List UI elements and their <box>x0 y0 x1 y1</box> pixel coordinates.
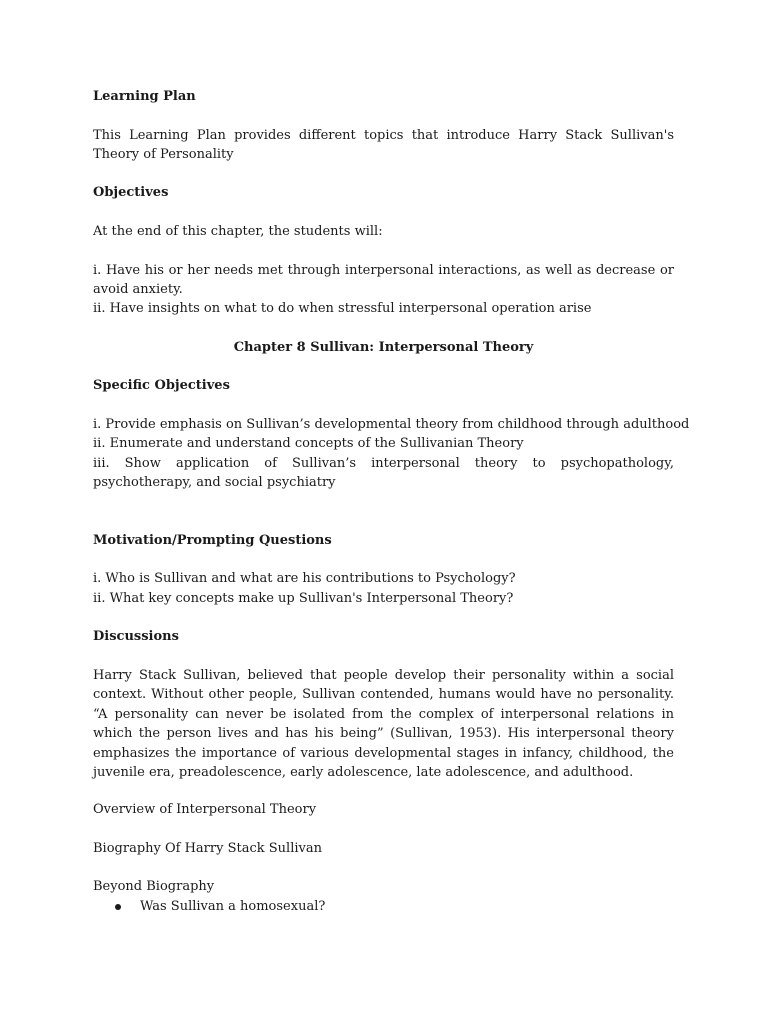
biography-line: Biography Of Harry Stack Sullivan <box>93 841 322 856</box>
question-item-2: ii. What key concepts make up Sullivan's Interpersonal Theory? <box>93 591 514 606</box>
beyond-biography-line: Beyond Biography <box>93 879 215 894</box>
heading-learning-plan: Learning Plan <box>93 89 196 104</box>
heading-specific-objectives: Specific Objectives <box>93 378 230 393</box>
question-item-1: i. Who is Sullivan and what are his contributions to Psychology? <box>93 571 516 586</box>
discussion-paragraph: Harry Stack Sullivan, believed that people develop their personality within a social context. Without other people, Sullivan contended, humans would have no personality. “A personality can never be isolated from the complex of interpersonal relations in which the person lives and has his being” (Sullivan, 1953). His interpersonal theory emphasizes the importance of various developmental stages in infancy, childhood, the juvenile era, preadolescence, early adolescence, late adolescence, and adulthood. <box>93 668 674 781</box>
intro-paragraph: This Learning Plan provides different topics that introduce Harry Stack Sullivan's Theory of Personality <box>93 128 674 163</box>
heading-objectives: Objectives <box>93 185 169 200</box>
specific-objective-3: iii. Show application of Sullivan’s interpersonal theory to psychopathology, psychotherapy, and social psychiatry <box>93 456 674 491</box>
bullet-icon <box>115 904 121 910</box>
document-page <box>93 0 690 1024</box>
specific-objective-1: i. Provide emphasis on Sullivan’s developmental theory from childhood through adulthood <box>93 417 690 432</box>
objectives-lead: At the end of this chapter, the students will: <box>93 224 383 239</box>
list-item-text: Was Sullivan a homosexual? <box>140 899 326 914</box>
overview-line: Overview of Interpersonal Theory <box>93 802 317 817</box>
heading-motivation: Motivation/Prompting Questions <box>93 533 332 548</box>
heading-discussions: Discussions <box>93 629 179 644</box>
specific-objective-2: ii. Enumerate and understand concepts of the Sullivanian Theory <box>93 436 524 451</box>
objective-item-1: i. Have his or her needs met through interpersonal interactions, as well as decrease or avoid anxiety. <box>93 263 674 298</box>
objective-item-2: ii. Have insights on what to do when stressful interpersonal operation arise <box>93 301 592 316</box>
chapter-title: Chapter 8 Sullivan: Interpersonal Theory <box>233 340 534 355</box>
